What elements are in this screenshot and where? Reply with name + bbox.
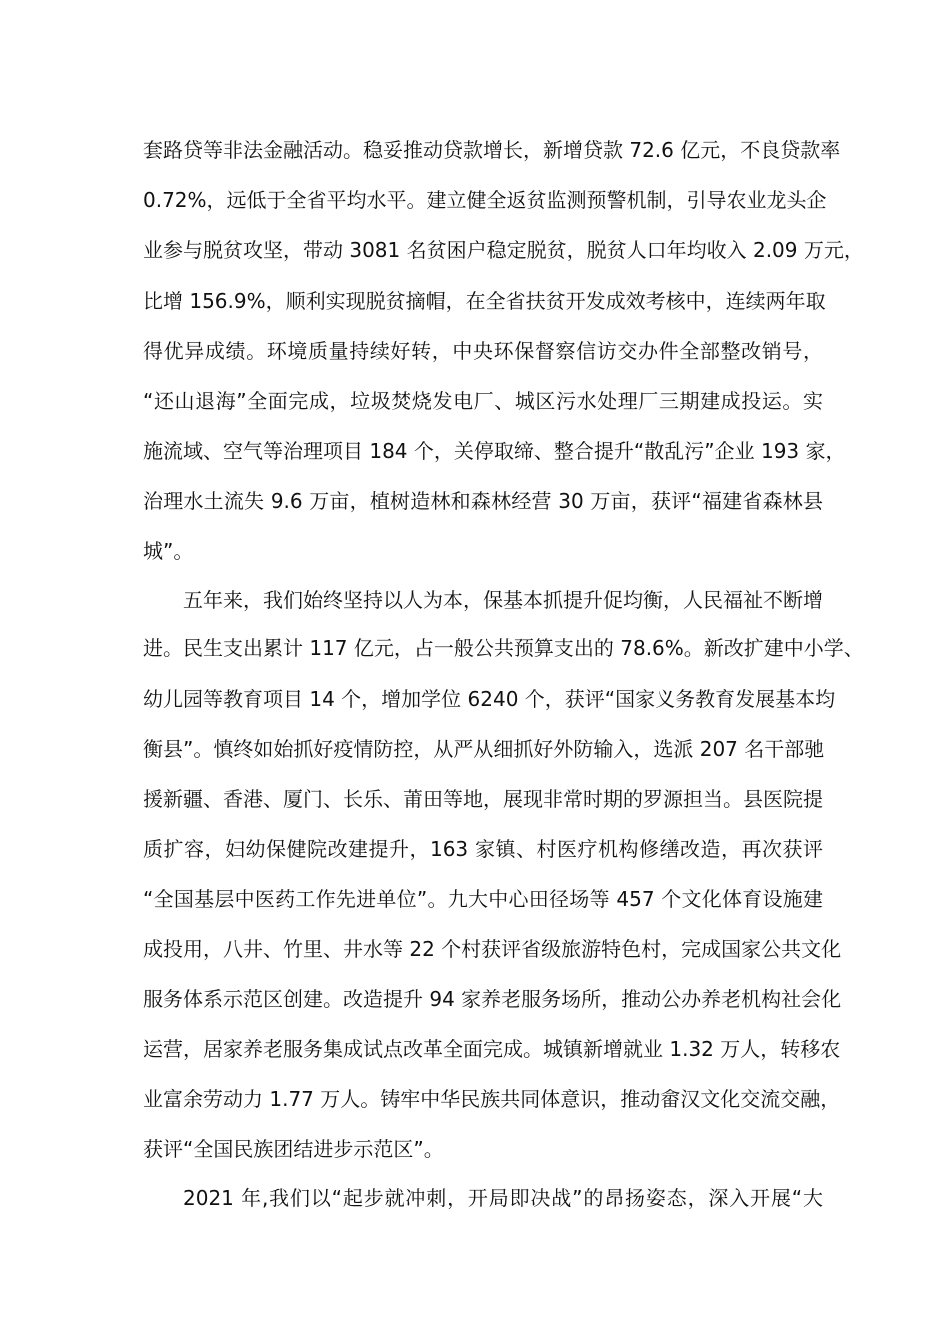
text-line: 城”。 (143, 539, 194, 563)
paragraph-first-line: 2021 年,我们以“起步就冲刺，开局即决战”的昂扬姿态，深入开展“大 (183, 1186, 823, 1210)
text-line: 成投用，八井、竹里、井水等 22 个村获评省级旅游特色村，完成国家公共文化 (143, 937, 842, 961)
text-line: 服务体系示范区创建。改造提升 94 家养老服务场所，推动公办养老机构社会化 (143, 987, 842, 1011)
text-line: 业参与脱贫攻坚，带动 3081 名贫困户稳定脱贫，脱贫人口年均收入 2.09 万元， (143, 238, 864, 262)
text-line: 衡县”。慎终如始抓好疫情防控，从严从细抓好外防输入，选派 207 名干部驰 (143, 737, 825, 761)
text-line: 业富余劳动力 1.77 万人。铸牢中华民族共同体意识，推动畲汉文化交流交融， (143, 1087, 841, 1111)
text-line: 获评“全国民族团结进步示范区”。 (143, 1137, 444, 1161)
text-line: 得优异成绩。环境质量持续好转，中央环保督察信访交办件全部整改销号， (143, 339, 823, 363)
text-line: 0.72%，远低于全省平均水平。建立健全返贫监测预警机制，引导农业龙头企 (143, 188, 827, 212)
text-line: 运营，居家养老服务集成试点改革全面完成。城镇新增就业 1.32 万人，转移农 (143, 1037, 841, 1061)
text-line: 比增 156.9%，顺利实现脱贫摘帽，在全省扶贫开发成效考核中，连续两年取 (143, 289, 826, 313)
text-line: 施流域、空气等治理项目 184 个，关停取缔、整合提升“散乱污”企业 193 家， (143, 439, 846, 463)
text-line: 援新疆、香港、厦门、长乐、莆田等地，展现非常时期的罗源担当。县医院提 (143, 787, 823, 811)
paragraph-first-line: 五年来，我们始终坚持以人为本，保基本抓提升促均衡，人民福祉不断增 (183, 588, 823, 612)
text-line: 进。民生支出累计 117 亿元，占一般公共预算支出的 78.6%。新改扩建中小学、 (143, 636, 864, 660)
text-line: 治理水土流失 9.6 万亩，植树造林和森林经营 30 万亩，获评“福建省森林县 (143, 489, 823, 513)
text-line: 套路贷等非法金融活动。稳妥推动贷款增长，新增贷款 72.6 亿元，不良贷款率 (143, 138, 841, 162)
text-line: “还山退海”全面完成，垃圾焚烧发电厂、城区污水处理厂三期建成投运。实 (143, 389, 823, 413)
text-line: 幼儿园等教育项目 14 个，增加学位 6240 个，获评“国家义务教育发展基本均 (143, 687, 836, 711)
text-line: 质扩容，妇幼保健院改建提升，163 家镇、村医疗机构修缮改造，再次获评 (143, 837, 823, 861)
text-line: “全国基层中医药工作先进单位”。九大中心田径场等 457 个文化体育设施建 (143, 887, 823, 911)
